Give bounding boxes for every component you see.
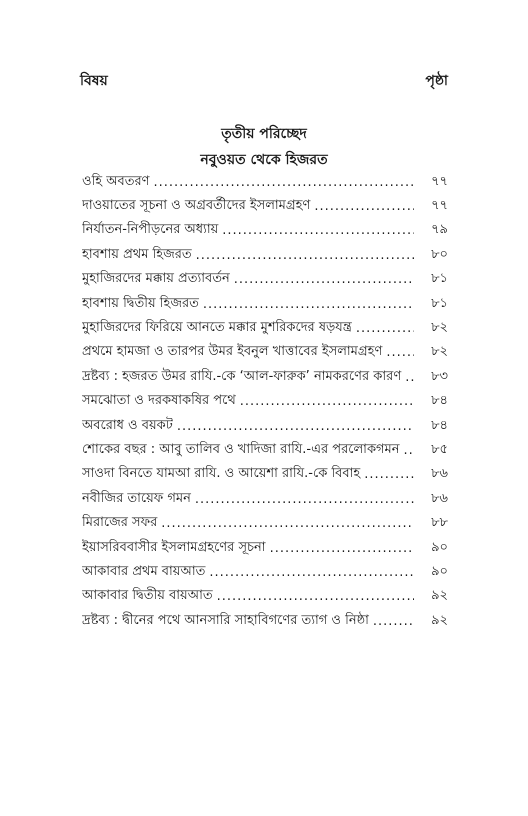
toc-entry-label: সমঝোতা ও দরকষাকষির পথে xyxy=(82,393,236,409)
chapter-subtitle: নবুওয়ত থেকে হিজরত xyxy=(200,152,328,168)
toc-entry-page-number: ৭৭ xyxy=(431,198,448,214)
toc-entry-label: মিরাজের সফর xyxy=(82,515,158,531)
toc-entry-page-number: ৮৪ xyxy=(431,393,448,409)
toc-entry xyxy=(82,316,448,340)
toc-entry-label: নির্যাতন-নিপীড়নের অধ্যায় xyxy=(82,222,219,238)
toc-entry-page-number: ৮৪ xyxy=(431,417,448,433)
toc-entry xyxy=(82,268,448,292)
toc-entry-page-number: ৮৫ xyxy=(431,441,448,457)
dot-leader xyxy=(314,199,414,214)
toc-entry xyxy=(82,219,448,243)
toc-entry-label: নবীজির তায়েফ গমন xyxy=(82,490,191,506)
toc-entry-page-number: ৮৮ xyxy=(431,515,448,531)
dot-leader xyxy=(196,248,414,263)
dot-leader xyxy=(161,516,414,531)
toc-entry-page-number: ৮০ xyxy=(431,246,448,262)
dot-leader xyxy=(405,370,414,385)
toc-header xyxy=(80,70,448,92)
dot-leader xyxy=(270,541,414,556)
toc-entry-page-number: ৯০ xyxy=(431,563,448,579)
toc-entry-page-number: ৯২ xyxy=(431,588,448,604)
toc-entry-page-number: ৮৬ xyxy=(431,490,448,506)
dot-leader xyxy=(195,492,414,507)
toc-entry xyxy=(82,487,448,511)
toc-entry-label: মুহাজিরদের মক্কায় প্রত্যাবর্তন xyxy=(82,271,230,287)
dot-leader xyxy=(217,589,414,604)
toc-entry xyxy=(82,365,448,389)
dot-leader xyxy=(404,443,414,458)
toc-entry-page-number: ৭৯ xyxy=(431,222,448,238)
toc-entry-label: মুহাজিরদের ফিরিয়ে আনতে মক্কার মুশরিকদের ষড়যন্ত্র xyxy=(82,320,352,336)
dot-leader xyxy=(240,394,414,409)
toc-entry xyxy=(82,194,448,218)
toc-entry-label: ওহি অবতরণ xyxy=(82,173,150,189)
toc-entry-page-number: ৮৬ xyxy=(431,466,448,482)
table-of-contents xyxy=(82,170,448,633)
toc-entry xyxy=(82,243,448,267)
toc-entry-label: সাওদা বিনতে যামআ রাযি. ও আয়েশা রাযি.-কে বিবাহ xyxy=(82,466,361,482)
toc-entry-label: দাওয়াতের সূচনা ও অগ্রবর্তীদের ইসলামগ্রহণ xyxy=(82,198,311,214)
toc-entry-page-number: ৯০ xyxy=(431,539,448,555)
toc-entry-page-number: ৮১ xyxy=(431,271,448,287)
toc-entry-page-number: ৯২ xyxy=(431,612,448,628)
toc-entry xyxy=(82,585,448,609)
toc-entry xyxy=(82,609,448,633)
toc-entry-label: শোকের বছর : আবু তালিব ও খাদিজা রাযি.-এর পরলোকগমন xyxy=(82,441,400,457)
toc-entry-label: দ্রষ্টব্য : হজরত উমর রাযি.-কে ‘আল-ফারুক’ নামকরণের কারণ xyxy=(82,368,402,384)
dot-leader xyxy=(356,321,414,336)
dot-leader xyxy=(177,419,414,434)
toc-entry xyxy=(82,341,448,365)
dot-leader xyxy=(154,175,414,190)
toc-entry-label: প্রথমে হামজা ও তারপর উমর ইবনুল খাত্তাবের ইসলামগ্রহণ xyxy=(82,344,383,360)
toc-entry xyxy=(82,438,448,462)
toc-entry-label: হাবশায় প্রথম হিজরত xyxy=(82,246,192,262)
toc-entry xyxy=(82,390,448,414)
toc-entry-page-number: ৭৭ xyxy=(431,173,448,189)
dot-leader xyxy=(373,614,414,629)
toc-entry xyxy=(82,536,448,560)
toc-entry xyxy=(82,170,448,194)
subject-column-label: বিষয় xyxy=(80,73,108,89)
toc-entry-label: হাবশায় দ্বিতীয় হিজরত xyxy=(82,295,199,311)
page-column-label: পৃষ্ঠা xyxy=(425,73,448,89)
toc-entry-label: দ্রষ্টব্য : দ্বীনের পথে আনসারি সাহাবিগণের ত্যাগ ও নিষ্ঠা xyxy=(82,612,369,628)
chapter-title: তৃতীয় পরিচ্ছেদ xyxy=(221,126,307,142)
toc-entry-page-number: ৮৩ xyxy=(431,368,448,384)
toc-entry xyxy=(82,414,448,438)
toc-entry-page-number: ৮২ xyxy=(431,320,448,336)
toc-entry-page-number: ৮২ xyxy=(431,344,448,360)
dot-leader xyxy=(222,223,414,238)
toc-entry-label: ইয়াসরিববাসীর ইসলামগ্রহণের সূচনা xyxy=(82,539,266,555)
dot-leader xyxy=(203,297,414,312)
toc-entry-page-number: ৮১ xyxy=(431,295,448,311)
toc-entry-label: আকাবার প্রথম বায়আত xyxy=(82,563,206,579)
toc-entry-label: অবরোধ ও বয়কট xyxy=(82,417,173,433)
toc-entry xyxy=(82,511,448,535)
toc-entry xyxy=(82,463,448,487)
toc-entry xyxy=(82,292,448,316)
dot-leader xyxy=(386,345,414,360)
toc-entry xyxy=(82,560,448,584)
dot-leader xyxy=(364,467,414,482)
dot-leader xyxy=(209,565,414,580)
toc-entry-label: আকাবার দ্বিতীয় বায়আত xyxy=(82,588,213,604)
dot-leader xyxy=(234,272,414,287)
